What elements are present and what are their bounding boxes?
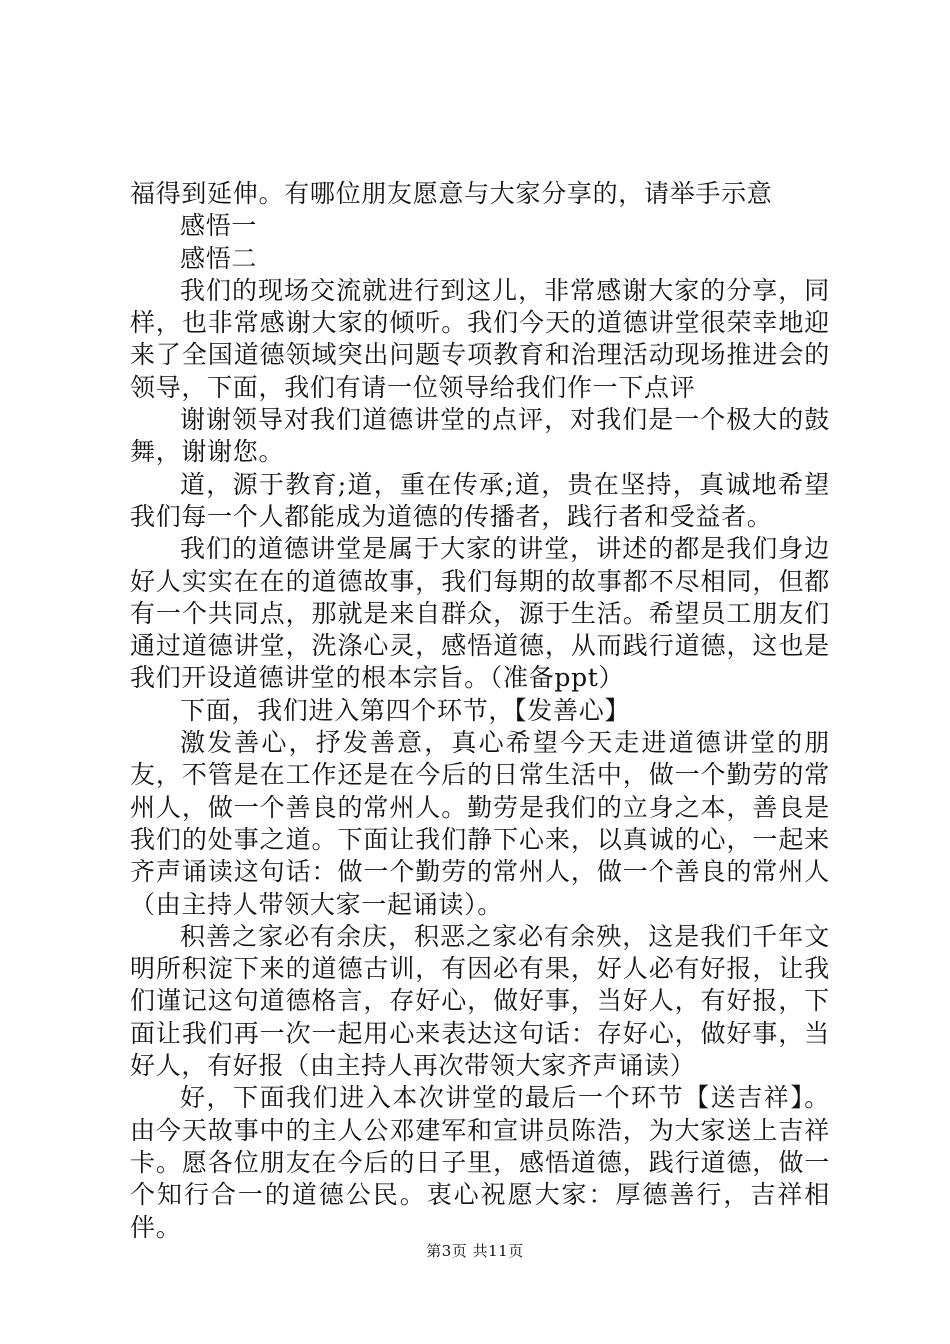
paragraph: 道，源于教育;道，重在传承;道，贵在坚持，真诚地希望我们每一个人都能成为道德的传播者，践行者和受益者。 [130, 469, 830, 531]
paragraph: 福得到延伸。有哪位朋友愿意与大家分享的，请举手示意 [130, 179, 773, 208]
paragraph: 激发善心，抒发善意，真心希望今天走进道德讲堂的朋友，不管是在工作还是在今后的日常生活中，做一个勤劳的常州人，做一个善良的常州人。勤劳是我们的立身之本，善良是我们的处事之道。下面让我们静下心来，以真诚的心，一起来齐声诵读这句话：做一个勤劳的常州人，做一个善良的常州人（由主持人带领大家一起诵读）。 [130, 728, 830, 919]
page-number: 第3页 共11页 [426, 1242, 524, 1260]
paragraph: 好，下面我们进入本次讲堂的最后一个环节【送吉祥】。由今天故事中的主人公邓建军和宣讲员陈浩，为大家送上吉祥卡。愿各位朋友在今后的日子里，感悟道德，践行道德，做一个知行合一的道德公民。衷心祝愿大家：厚德善行，吉祥相伴。 [130, 1083, 830, 1242]
paragraph: 我们的现场交流就进行到这儿，非常感谢大家的分享，同样，也非常感谢大家的倾听。我们今天的道德讲堂很荣幸地迎来了全国道德领域突出问题专项教育和治理活动现场推进会的领导，下面，我们有请一位领导给我们作一下点评 [130, 275, 830, 402]
paragraph: 感悟二 [180, 243, 258, 273]
paragraph: 感悟一 [180, 211, 258, 241]
paragraph: 我们的道德讲堂是属于大家的讲堂，讲述的都是我们身边好人实实在在的道德故事，我们每期的故事都不尽相同，但都有一个共同点，那就是来自群众，源于生活。希望员工朋友们通过道德讲堂，洗涤心灵，感悟道德，从而践行道德，这也是我们开设道德讲堂的根本宗旨。（准备ppt） [130, 534, 830, 693]
page-footer [0, 1241, 950, 1261]
paragraph: 谢谢领导对我们道德讲堂的点评，对我们是一个极大的鼓舞，谢谢您。 [130, 405, 830, 467]
paragraph: 下面，我们进入第四个环节，【发善心】 [180, 695, 631, 725]
paragraph: 积善之家必有余庆，积恶之家必有余殃，这是我们千年文明所积淀下来的道德古训，有因必有果，好人必有好报，让我们谨记这句道德格言，存好心，做好事，当好人，有好报，下面让我们再一次一起用心来表达这句话：存好心，做好事，当好人，有好报（由主持人再次带领大家齐声诵读） [130, 921, 830, 1081]
document-body [130, 178, 830, 1244]
